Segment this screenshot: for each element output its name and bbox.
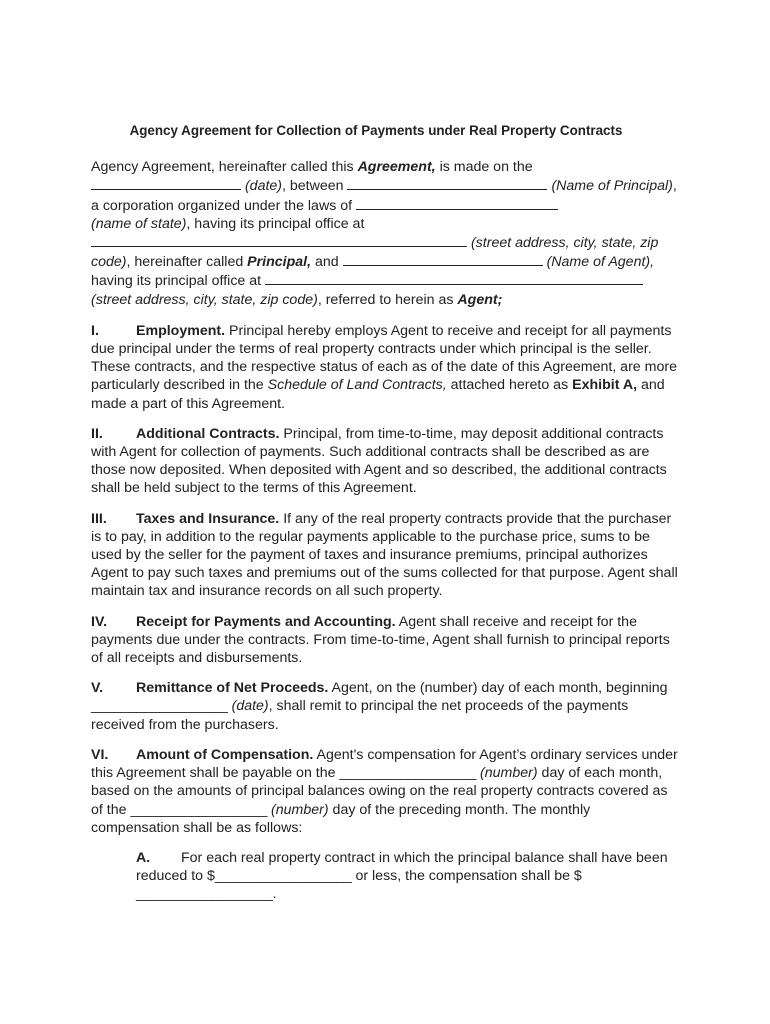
intro-text: is made on the xyxy=(435,159,533,176)
principal-name-hint: (Name of Principal) xyxy=(551,178,673,195)
street-address-hint: (street address, city, state, zip code) xyxy=(91,235,659,271)
intro-text: , referred to herein as xyxy=(317,291,458,308)
intro-text: , having its principal office at xyxy=(186,215,365,232)
state-blank xyxy=(356,196,558,210)
section-text: day of each month, based on the amounts of principal balances owing on the real property contracts covered as of the xyxy=(91,765,668,818)
intro-text: Agency Agreement, hereinafter called this xyxy=(91,159,358,176)
section-additional-contracts xyxy=(91,425,681,498)
section-text: If any of the real property contracts provide that the purchaser is to pay, in addition to the regular payments applicable to the purchase price, sums to be used by the seller for the payment of taxes and insurance premiums, principal authorizes Agent to pay such taxes and premiums out of the sums collected for that purpose. Agent shall maintain tax and insurance records on all such property. xyxy=(91,510,678,600)
section-heading: Amount of Compensation. xyxy=(136,746,314,763)
section-text: Agent, on the (number) day of each month, beginning xyxy=(328,680,668,697)
section-number: V. xyxy=(91,680,104,697)
agreement-term: Agreement, xyxy=(357,159,436,176)
amount-blank: __________________ xyxy=(214,868,352,885)
section-text: , shall remit to principal the net proceeds of the payments received from the purchasers. xyxy=(91,698,629,733)
number-hint: (number) xyxy=(271,801,329,818)
section-heading: Receipt for Payments and Accounting. xyxy=(136,613,396,630)
amount-blank: __________________ xyxy=(136,886,273,903)
date-hint: (date) xyxy=(231,698,269,715)
section-text: attached hereto as xyxy=(446,377,573,394)
date-blank: __________________ xyxy=(91,698,228,715)
agent-address-blank xyxy=(265,271,643,285)
principal-name-blank xyxy=(347,176,547,190)
section-remittance xyxy=(91,679,681,734)
intro-text: , hereinafter called xyxy=(126,254,248,271)
agent-term: Agent; xyxy=(457,291,503,308)
street-address-blank xyxy=(91,233,467,247)
section-taxes-insurance xyxy=(91,510,681,601)
section-employment xyxy=(91,322,681,413)
section-receipt-accounting xyxy=(91,613,681,668)
date-hint: (date) xyxy=(244,178,283,195)
subsection-text: For each real property contract in which the principal balance shall have been reduced to $ xyxy=(136,849,668,885)
number-hint: (number) xyxy=(480,765,538,782)
intro-text: , between xyxy=(282,178,348,195)
section-heading: Taxes and Insurance. xyxy=(136,510,280,527)
section-text: Principal, from time-to-time, may deposit additional contracts with Agent for collection of payments. Such additional contracts shall be described as are those now deposited. When deposited with Agent and so described, the additional contracts shall be held subject to the terms of this Agreement. xyxy=(91,425,667,497)
section-number: II. xyxy=(91,425,103,442)
state-hint: (name of state) xyxy=(91,215,187,232)
section-text: day of the preceding month. The monthly compensation shall be as follows: xyxy=(91,801,591,836)
section-number: I. xyxy=(91,322,99,339)
section-text: Principal hereby employs Agent to receive and receipt for all payments due principal under the terms of real property contracts under which principal is the seller. These contracts, and the respective status of each as of the date of this Agreement, are more particularly described in the xyxy=(91,322,677,394)
intro-text: , a corporation organized under the laws of xyxy=(91,178,677,214)
day-blank: __________________ xyxy=(339,765,477,782)
subsection-number: A. xyxy=(136,849,151,866)
schedule-reference: Schedule of Land Contracts, xyxy=(267,377,447,394)
document-title: Agency Agreement for Collection of Payments under Real Property Contracts xyxy=(129,123,623,138)
section-number: IV. xyxy=(91,613,108,630)
principal-term: Principal, xyxy=(247,254,312,271)
intro-text: having its principal office at xyxy=(91,273,266,290)
agent-name-blank xyxy=(343,252,543,266)
section-number: VI. xyxy=(91,746,109,763)
section-text: and made a part of this Agreement. xyxy=(91,377,665,412)
agent-address-hint: (street address, city, state, zip code) xyxy=(91,291,318,308)
section-text: Agent's compensation for Agent’s ordinary services under this Agreement shall be payable on the xyxy=(91,746,678,782)
agent-name-hint: (Name of Agent), xyxy=(546,254,655,271)
date-blank xyxy=(91,176,241,190)
subsection-text: . xyxy=(272,886,277,903)
section-heading: Employment. xyxy=(136,322,226,339)
section-number: III. xyxy=(91,510,107,527)
intro-paragraph xyxy=(91,158,681,309)
section-compensation xyxy=(91,746,681,837)
day-blank: __________________ xyxy=(130,801,268,818)
exhibit-reference: Exhibit A, xyxy=(572,377,638,394)
document-page xyxy=(91,118,681,916)
section-text: Agent shall receive and receipt for the payments due under the contracts. From time-to-time, Agent shall furnish to principal reports of all receipts and disbursements. xyxy=(91,613,670,667)
subsection-a xyxy=(136,849,681,904)
intro-text: and xyxy=(311,254,343,271)
section-heading: Additional Contracts. xyxy=(136,425,280,442)
subsection-text: or less, the compensation shall be $ xyxy=(351,868,582,885)
section-heading: Remittance of Net Proceeds. xyxy=(136,680,329,697)
